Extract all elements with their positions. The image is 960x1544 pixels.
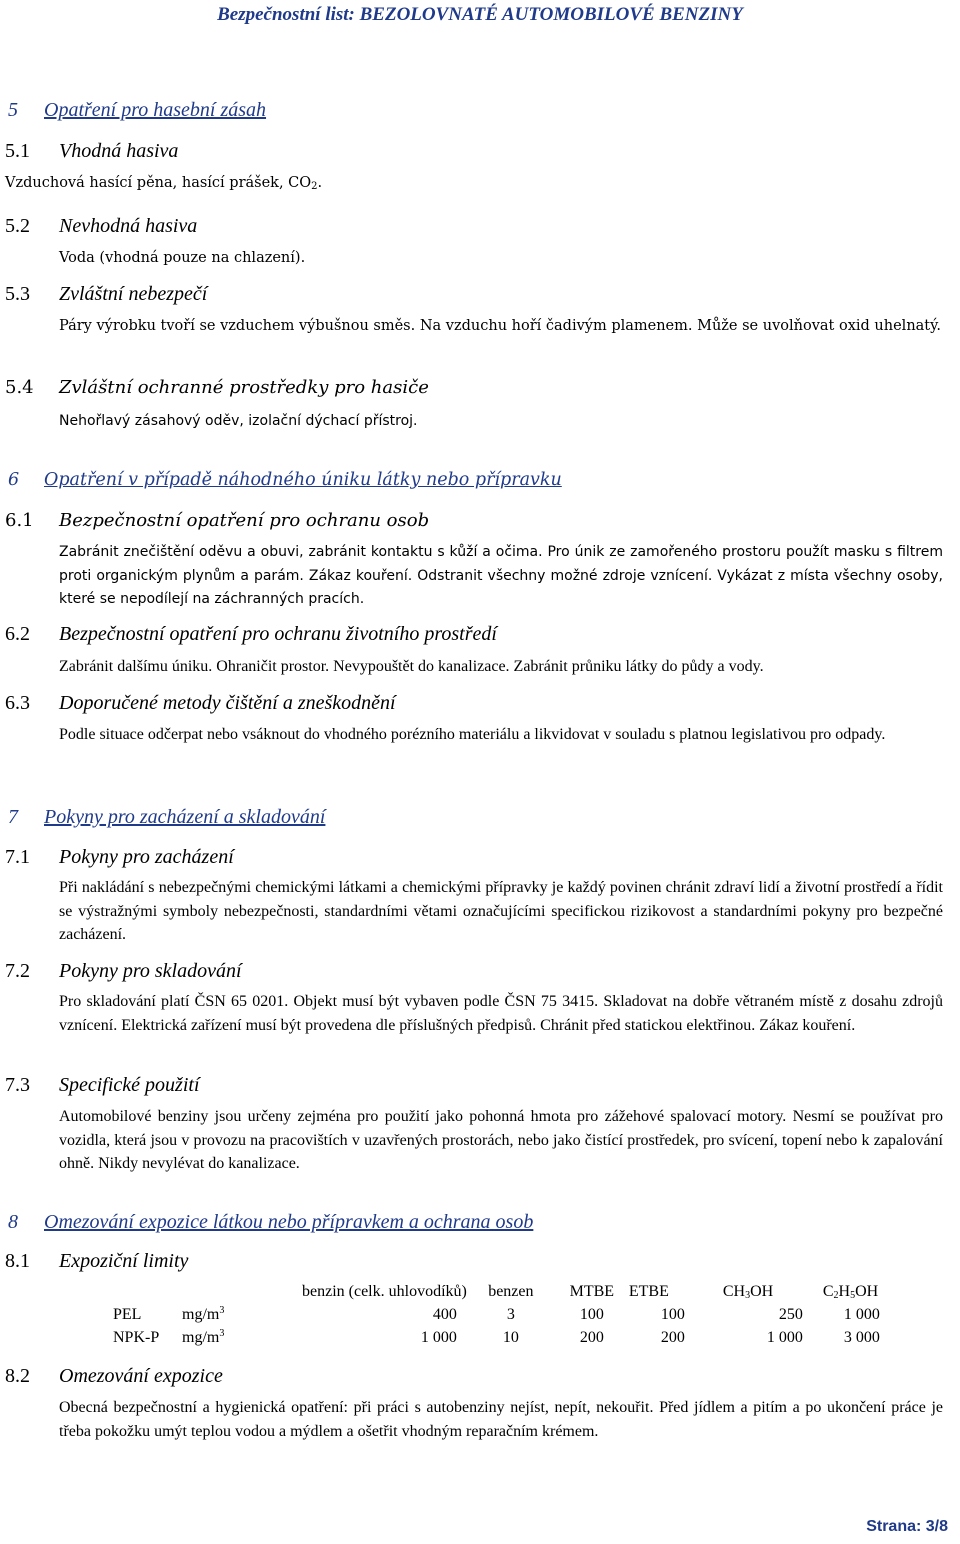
table-row (113, 1303, 911, 1326)
value-methanol: 250 (778, 1305, 803, 1323)
subsection-5-2-text: Voda (vhodná pouze na chlazení). (59, 250, 306, 266)
subsection-number: 7.1 (5, 846, 30, 868)
subsection-7-3-heading (5, 1074, 200, 1097)
table-header-row (113, 1280, 911, 1303)
formula-subscript: 2 (833, 1289, 839, 1301)
formula-part: OH (855, 1282, 879, 1300)
subsection-6-3-heading (5, 692, 396, 715)
subsection-title: Bezpečnostní opatření pro ochranu osob (59, 510, 430, 531)
unit-text: mg/m (182, 1329, 220, 1346)
subsection-number: 7.2 (5, 960, 30, 982)
section-5-heading (8, 99, 266, 122)
section-number: 5 (8, 99, 18, 121)
subsection-title: Pokyny pro zacházení (59, 846, 234, 868)
subsection-7-2-heading (5, 960, 242, 983)
value-benzen: 10 (502, 1328, 519, 1346)
subsection-6-1-heading (5, 510, 429, 531)
subsection-7-2-text: Pro skladování platí ČSN 65 0201. Objekt musí být vybaven podle ČSN 75 3415. Skladovat na dobře větraném místě z dosahu zdrojů vznícení. Elektrická zařízení musí být provedena dle příslušných předpisů. Chránit před statickou elektřinou. Zákaz kouření. (59, 993, 943, 1034)
subsection-title: Specifické použití (59, 1074, 200, 1096)
section-6-heading (8, 470, 562, 490)
column-header-methanol (717, 1280, 813, 1303)
subsection-number: 5.3 (5, 283, 30, 305)
subsection-7-3-text: Automobilové benziny jsou určeny zejména pro použití jako pohonná hmota pro zážehové spalovací motory. Nesmí se používat pro vozidla, která jsou v provozu na pracovištích v uzavřených prostorách, nebo jako čistící prostředek, pro svícení, topení nebo k zapalování ohně. Nikdy nevylévat do kanalizace. (59, 1108, 943, 1172)
subsection-5-4-text: Nehořlavý zásahový oděv, izolační dýchací přístroj. (59, 413, 418, 429)
column-header-benzin: benzin (celk. uhlovodíků) (302, 1282, 467, 1300)
formula-part: CH (722, 1282, 746, 1300)
subsection-number: 5.2 (5, 215, 30, 237)
section-number: 7 (8, 806, 18, 828)
subsection-6-2-heading (5, 623, 497, 646)
subsection-number: 5.4 (5, 377, 34, 398)
column-header-mtbe: MTBE (569, 1282, 615, 1300)
unit-superscript: 3 (219, 1305, 225, 1316)
formula-part: OH (750, 1282, 774, 1300)
document-header: Bezpečnostní list: BEZOLOVNATÉ AUTOMOBILOVÉ BENZINY (217, 4, 743, 25)
subsection-title: Bezpečnostní opatření pro ochranu životního prostředí (59, 623, 497, 645)
value-methanol: 1 000 (766, 1328, 803, 1346)
subsection-number: 8.1 (5, 1250, 30, 1272)
formula-part: H (838, 1282, 851, 1300)
text-end: . (317, 175, 323, 191)
subsection-number: 8.2 (5, 1365, 30, 1387)
subsection-5-3-heading (5, 283, 207, 306)
subscript: 2 (311, 181, 318, 192)
section-number: 6 (8, 470, 20, 490)
formula-part: C (822, 1282, 834, 1300)
subsection-title: Nevhodná hasiva (59, 215, 198, 237)
subsection-6-3-text: Podle situace odčerpat nebo vsáknout do vhodného porézního materiálu a likvidovat v souladu s platnou legislativou pro odpady. (59, 726, 886, 743)
section-8-heading (8, 1211, 533, 1234)
subsection-5-4-heading (5, 377, 429, 398)
subsection-8-2-heading (5, 1365, 223, 1388)
column-header-etbe: ETBE (628, 1282, 669, 1300)
section-title: Opatření pro hasební zásah (44, 99, 267, 121)
subsection-7-1-heading (5, 846, 234, 869)
exposure-limits-table (113, 1280, 911, 1349)
column-header-benzen: benzen (488, 1282, 534, 1300)
value-benzin: 400 (432, 1305, 457, 1323)
row-unit (182, 1326, 302, 1349)
subsection-8-2-text: Obecná bezpečnostní a hygienická opatření: při práci s autobenziny nejíst, nepít, nekouřit. Před jídlem a pitím a po ukončení práce je třeba pokožku umýt teplou vodou a mýdlem a ošetřit vhodným reparačním krémem. (59, 1399, 943, 1440)
subsection-5-1-text (5, 172, 322, 199)
section-title: Omezování expozice látkou nebo přípravkem a ochrana osob (44, 1211, 534, 1233)
row-label: NPK-P (113, 1328, 160, 1346)
subsection-number: 5.1 (5, 140, 30, 162)
value-etbe: 100 (660, 1305, 685, 1323)
value-etbe: 200 (660, 1328, 685, 1346)
value-benzen: 3 (506, 1305, 515, 1323)
section-number: 8 (8, 1211, 18, 1233)
table-cell (182, 1280, 302, 1303)
table-row (113, 1326, 911, 1349)
section-title: Pokyny pro zacházení a skladování (44, 806, 326, 828)
unit-text: mg/m (182, 1306, 220, 1323)
subsection-number: 6.3 (5, 692, 30, 714)
text: Vzduchová hasící pěna, hasící prášek, CO (5, 175, 312, 191)
subsection-title: Zvláštní ochranné prostředky pro hasiče (59, 377, 429, 398)
subsection-7-1-text: Při nakládání s nebezpečnými chemickými látkami a chemickými přípravky je každý povinen chránit zdraví lidí a životní prostředí a řídit se výstražnými symboly nebezpečnosti, standardními větami označujícími specifickou rizikovost a standardními pokyny pro bezpečné zacházení. (59, 879, 943, 943)
subsection-8-1-heading (5, 1250, 188, 1273)
subsection-title: Pokyny pro skladování (59, 960, 242, 982)
value-ethanol: 3 000 (843, 1328, 880, 1346)
subsection-number: 6.1 (5, 510, 34, 531)
value-mtbe: 100 (579, 1305, 604, 1323)
subsection-title: Omezování expozice (59, 1365, 223, 1387)
section-7-heading (8, 806, 325, 829)
table-cell (113, 1280, 182, 1303)
subsection-title: Expoziční limity (59, 1250, 189, 1272)
subsection-number: 7.3 (5, 1074, 30, 1096)
subsection-number: 6.2 (5, 623, 30, 645)
value-ethanol: 1 000 (843, 1305, 880, 1323)
subsection-6-2-text: Zabránit dalšímu úniku. Ohraničit prostor. Nevypouštět do kanalizace. Zabránit průniku látky do půdy a vody. (59, 658, 764, 675)
column-header-ethanol (813, 1280, 911, 1303)
value-mtbe: 200 (579, 1328, 604, 1346)
subsection-5-3-text: Páry výrobku tvoří se vzduchem výbušnou směs. Na vzduchu hoří čadivým plamenem. Může se uvolňovat oxid uhelnatý. (59, 318, 942, 334)
subsection-6-1-text: Zabránit znečištění oděvu a obuvi, zabránit kontaktu s kůží a očima. Pro únik ze zamořeného prostoru použít masku s filtrem proti organickým plynům a parám. Zákaz kouření. Odstranit všechny možné zdroje vznícení. Vykázat z místa všechny osoby, které se nepodílejí na záchranných pracích. (59, 544, 943, 607)
row-label: PEL (113, 1305, 142, 1323)
subsection-title: Doporučené metody čištění a zneškodnění (59, 692, 396, 714)
formula-subscript: 3 (745, 1289, 751, 1301)
formula-subscript: 5 (850, 1289, 856, 1301)
section-title: Opatření v případě náhodného úniku látky nebo přípravku (44, 470, 562, 490)
unit-superscript: 3 (219, 1328, 225, 1339)
subsection-title: Vhodná hasiva (59, 140, 179, 162)
subsection-5-1-heading (5, 140, 178, 163)
page-number: Strana: 3/8 (866, 1518, 948, 1535)
subsection-5-2-heading (5, 215, 197, 238)
subsection-title: Zvláštní nebezpečí (59, 283, 208, 305)
row-unit (182, 1303, 302, 1326)
value-benzin: 1 000 (420, 1328, 457, 1346)
